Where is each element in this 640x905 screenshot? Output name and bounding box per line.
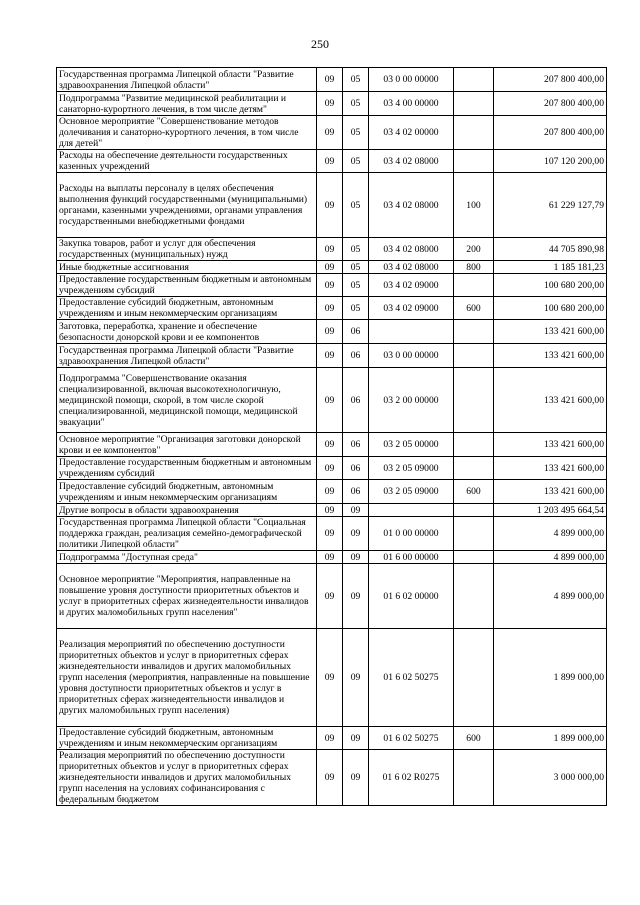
budget-table-body [57,68,607,806]
row-target-code: 03 0 00 00000 [369,344,454,368]
row-name: Расходы на выплаты персоналу в целях обеспечения выполнения функций государственными (муниципальными) органами, казенными учреждениями, органами управления государственными внебюджетными фондами [57,173,317,238]
row-expense-type [454,320,494,344]
row-target-code: 03 4 02 09000 [369,297,454,320]
table-row [57,274,607,297]
row-section: 09 [317,564,343,629]
table-row [57,320,607,344]
row-target-code: 03 2 05 09000 [369,480,454,504]
row-expense-type: 800 [454,261,494,274]
row-expense-type [454,92,494,116]
table-row [57,504,607,517]
row-subsection: 09 [343,564,369,629]
row-name: Заготовка, переработка, хранение и обеспечение безопасности донорской крови и ее компонентов [57,320,317,344]
row-amount: 133 421 600,00 [494,457,607,480]
table-row [57,116,607,150]
row-name: Подпрограмма "Доступная среда" [57,551,317,564]
row-subsection: 05 [343,274,369,297]
row-subsection: 05 [343,173,369,238]
row-target-code: 01 6 02 R0275 [369,750,454,806]
row-name: Иные бюджетные ассигнования [57,261,317,274]
row-name: Предоставление субсидий бюджетным, автономным учреждениям и иным некоммерческим организациям [57,297,317,320]
table-row [57,344,607,368]
row-expense-type: 200 [454,238,494,261]
row-amount: 44 705 890,98 [494,238,607,261]
row-subsection: 06 [343,433,369,457]
row-subsection: 09 [343,504,369,517]
row-amount: 1 899 000,00 [494,629,607,727]
row-target-code: 03 4 02 08000 [369,261,454,274]
row-target-code: 03 4 00 00000 [369,92,454,116]
row-expense-type: 600 [454,297,494,320]
row-subsection: 09 [343,727,369,750]
row-name: Государственная программа Липецкой области "Развитие здравоохранения Липецкой области" [57,68,317,92]
row-amount: 4 899 000,00 [494,564,607,629]
row-subsection: 06 [343,368,369,433]
row-section: 09 [317,238,343,261]
row-target-code: 03 2 05 00000 [369,433,454,457]
table-row [57,297,607,320]
table-row [57,150,607,173]
row-target-code: 03 4 02 08000 [369,238,454,261]
row-subsection: 09 [343,629,369,727]
row-amount: 133 421 600,00 [494,433,607,457]
row-subsection: 05 [343,297,369,320]
row-amount: 1 899 000,00 [494,727,607,750]
row-name: Закупка товаров, работ и услуг для обеспечения государственных (муниципальных) нужд [57,238,317,261]
row-subsection: 05 [343,92,369,116]
row-expense-type [454,150,494,173]
row-section: 09 [317,92,343,116]
row-section: 09 [317,727,343,750]
row-target-code: 03 4 02 09000 [369,274,454,297]
row-section: 09 [317,320,343,344]
row-expense-type [454,68,494,92]
table-row [57,92,607,116]
table-row [57,457,607,480]
row-subsection: 09 [343,517,369,551]
row-section: 09 [317,68,343,92]
row-subsection: 06 [343,344,369,368]
row-subsection: 06 [343,320,369,344]
row-expense-type: 100 [454,173,494,238]
row-name: Подпрограмма "Совершенствование оказания специализированной, включая высокотехнологичную, медицинской помощи, скорой, в том числе скорой специализированной, медицинской помощи, медицинской эвакуации" [57,368,317,433]
row-subsection: 05 [343,238,369,261]
row-name: Реализация мероприятий по обеспечению доступности приоритетных объектов и услуг в приоритетных сферах жизнедеятельности инвалидов и других маломобильных групп населения на условиях софинансирования с федеральным бюджетом [57,750,317,806]
row-amount: 3 000 000,00 [494,750,607,806]
row-section: 09 [317,261,343,274]
row-section: 09 [317,551,343,564]
row-section: 09 [317,750,343,806]
row-section: 09 [317,504,343,517]
row-target-code: 03 2 05 09000 [369,457,454,480]
row-target-code: 01 0 00 00000 [369,517,454,551]
table-row [57,368,607,433]
row-amount: 107 120 200,00 [494,150,607,173]
row-section: 09 [317,173,343,238]
row-target-code: 03 4 02 08000 [369,150,454,173]
row-subsection: 06 [343,457,369,480]
row-name: Другие вопросы в области здравоохранения [57,504,317,517]
table-row [57,173,607,238]
row-target-code: 03 4 02 08000 [369,173,454,238]
row-target-code: 01 6 02 00000 [369,564,454,629]
row-expense-type [454,368,494,433]
row-amount: 207 800 400,00 [494,92,607,116]
row-subsection: 05 [343,116,369,150]
row-amount: 100 680 200,00 [494,297,607,320]
row-amount: 207 800 400,00 [494,116,607,150]
row-name: Реализация мероприятий по обеспечению доступности приоритетных объектов и услуг в приоритетных сферах жизнедеятельности инвалидов и других маломобильных групп населения (мероприятия, направленные на повышение уровня доступности приоритетных объектов и услуг в приоритетных сферах жизнедеятельности инвалидов и других маломобильных групп населения) [57,629,317,727]
row-expense-type [454,629,494,727]
table-row [57,238,607,261]
row-expense-type [454,116,494,150]
row-name: Подпрограмма "Развитие медицинской реабилитации и санаторно-курортного лечения, в том числе детям" [57,92,317,116]
row-name: Предоставление государственным бюджетным и автономным учреждениям субсидий [57,274,317,297]
table-row [57,551,607,564]
table-row [57,68,607,92]
row-target-code: 03 2 00 00000 [369,368,454,433]
row-section: 09 [317,116,343,150]
table-row [57,517,607,551]
row-section: 09 [317,517,343,551]
row-amount: 100 680 200,00 [494,274,607,297]
row-target-code: 01 6 02 50275 [369,629,454,727]
row-expense-type [454,551,494,564]
row-name: Основное мероприятие "Организация заготовки донорской крови и ее компонентов" [57,433,317,457]
row-section: 09 [317,344,343,368]
row-amount: 207 800 400,00 [494,68,607,92]
row-expense-type [454,517,494,551]
row-target-code: 01 6 02 50275 [369,727,454,750]
row-section: 09 [317,297,343,320]
row-section: 09 [317,480,343,504]
row-expense-type [454,433,494,457]
table-row [57,629,607,727]
budget-table [56,67,607,806]
row-amount: 4 899 000,00 [494,551,607,564]
row-subsection: 09 [343,551,369,564]
row-name: Предоставление государственным бюджетным и автономным учреждениям субсидий [57,457,317,480]
table-row [57,727,607,750]
row-section: 09 [317,274,343,297]
row-name: Основное мероприятие "Совершенствование методов долечивания и санаторно-курортного лечения, в том числе для детей" [57,116,317,150]
table-row [57,433,607,457]
table-row [57,750,607,806]
row-amount: 133 421 600,00 [494,344,607,368]
row-amount: 1 185 181,23 [494,261,607,274]
row-expense-type [454,750,494,806]
row-target-code: 01 6 00 00000 [369,551,454,564]
row-target-code [369,504,454,517]
row-name: Предоставление субсидий бюджетным, автономным учреждениям и иным некоммерческим организациям [57,480,317,504]
row-name: Основное мероприятие "Мероприятия, направленные на повышение уровня доступности приоритетных объектов и услуг в приоритетных сферах жизнедеятельности инвалидов и других маломобильных групп населения" [57,564,317,629]
row-amount: 4 899 000,00 [494,517,607,551]
row-subsection: 05 [343,150,369,173]
row-expense-type [454,504,494,517]
row-subsection: 05 [343,261,369,274]
row-name: Расходы на обеспечение деятельности государственных казенных учреждений [57,150,317,173]
row-amount: 1 203 495 664,54 [494,504,607,517]
table-row [57,261,607,274]
row-section: 09 [317,433,343,457]
row-subsection: 05 [343,68,369,92]
row-name: Государственная программа Липецкой области "Социальная поддержка граждан, реализация семейно-демографической политики Липецкой области" [57,517,317,551]
row-name: Государственная программа Липецкой области "Развитие здравоохранения Липецкой области" [57,344,317,368]
page-number: 250 [311,37,329,51]
row-target-code [369,320,454,344]
row-expense-type [454,564,494,629]
row-expense-type [454,274,494,297]
row-expense-type [454,344,494,368]
row-subsection: 09 [343,750,369,806]
row-amount: 133 421 600,00 [494,480,607,504]
row-section: 09 [317,457,343,480]
row-section: 09 [317,150,343,173]
table-row [57,564,607,629]
row-subsection: 06 [343,480,369,504]
row-target-code: 03 4 02 00000 [369,116,454,150]
row-amount: 133 421 600,00 [494,368,607,433]
row-amount: 61 229 127,79 [494,173,607,238]
row-expense-type: 600 [454,480,494,504]
row-expense-type [454,457,494,480]
row-target-code: 03 0 00 00000 [369,68,454,92]
row-name: Предоставление субсидий бюджетным, автономным учреждениям и иным некоммерческим организациям [57,727,317,750]
table-row [57,480,607,504]
row-section: 09 [317,629,343,727]
row-section: 09 [317,368,343,433]
row-expense-type: 600 [454,727,494,750]
row-amount: 133 421 600,00 [494,320,607,344]
